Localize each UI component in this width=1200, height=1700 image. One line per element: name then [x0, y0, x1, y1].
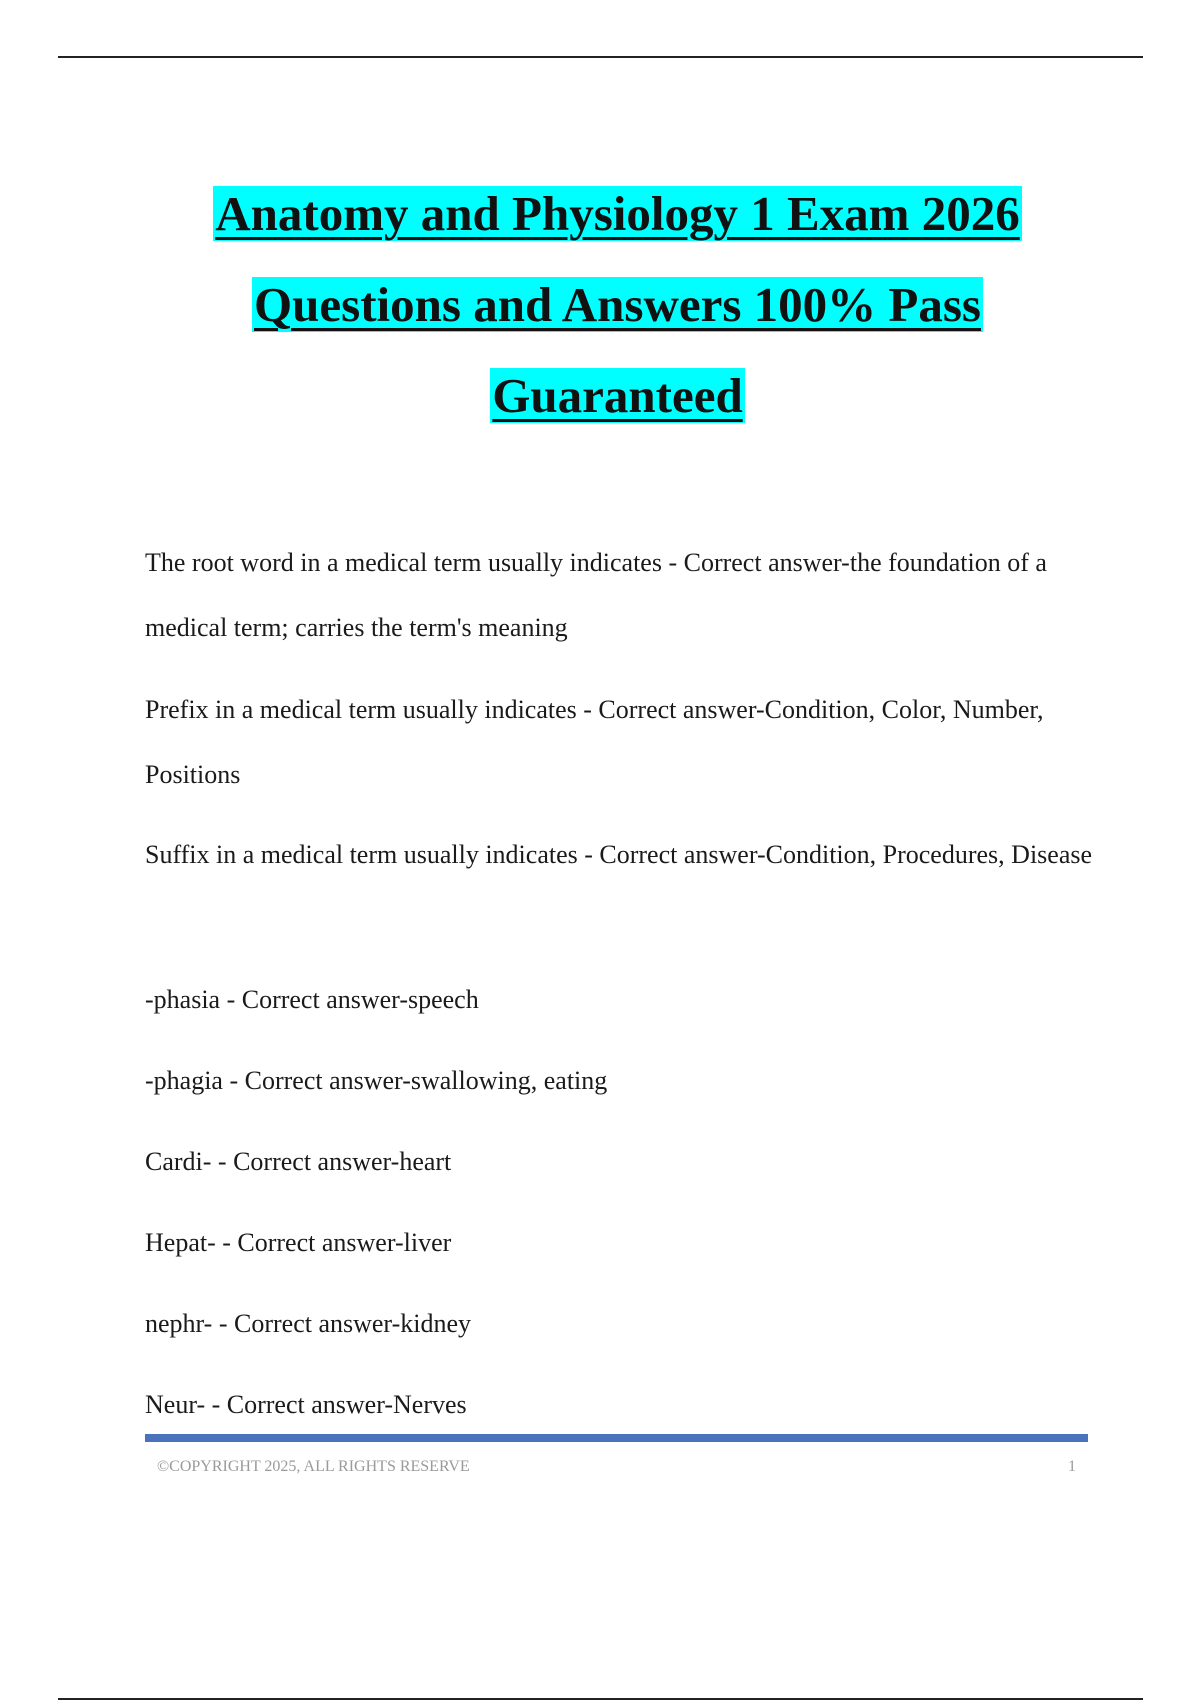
- title-line: Anatomy and Physiology 1 Exam 2026: [215, 186, 1020, 241]
- qa-item: -phagia - Correct answer-swallowing, eating: [145, 1066, 608, 1095]
- qa-item: -phasia - Correct answer-speech: [145, 985, 479, 1014]
- document-title: [0, 168, 1200, 441]
- title-line: Questions and Answers 100% Pass: [254, 277, 981, 332]
- qa-item: The root word in a medical term usually indicates - Correct answer-the foundation of a medical term; carries the term's meaning: [145, 548, 1047, 642]
- qa-item: Prefix in a medical term usually indicates - Correct answer-Condition, Color, Number, Positions: [145, 695, 1044, 789]
- page-number: 1: [1068, 1458, 1076, 1475]
- title-line: Guaranteed: [492, 368, 743, 423]
- qa-item: Neur- - Correct answer-Nerves: [145, 1390, 467, 1419]
- top-rule: [58, 56, 1143, 58]
- qa-item: Cardi- - Correct answer-heart: [145, 1147, 452, 1176]
- qa-item: Hepat- - Correct answer-liver: [145, 1228, 452, 1257]
- footer-copyright: ©COPYRIGHT 2025, ALL RIGHTS RESERVE: [157, 1458, 470, 1475]
- qa-item: nephr- - Correct answer-kidney: [145, 1309, 471, 1338]
- footer-bar: [145, 1434, 1088, 1442]
- qa-item: Suffix in a medical term usually indicates - Correct answer-Condition, Procedures, Disease: [145, 840, 1093, 869]
